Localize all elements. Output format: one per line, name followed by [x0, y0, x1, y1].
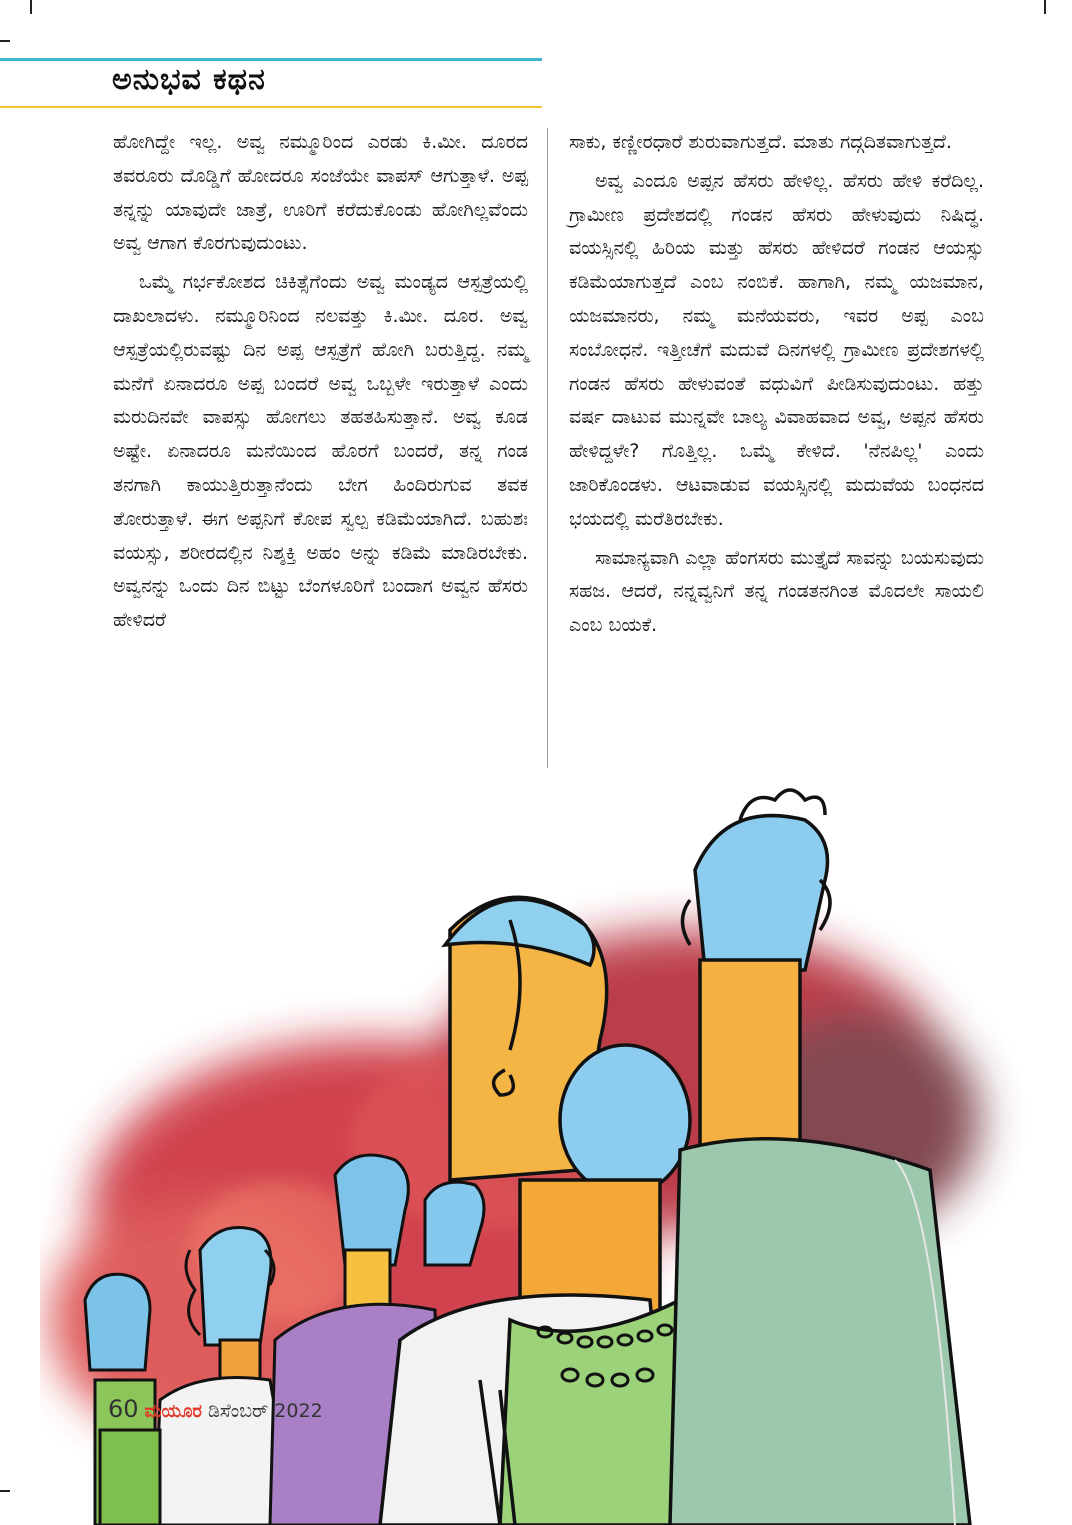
- paragraph: ಸಾಕು, ಕಣ್ಣೀರಧಾರೆ ಶುರುವಾಗುತ್ತದೆ. ಮಾತು ಗದ್ಗದಿತವಾಗುತ್ತದೆ.: [569, 131, 952, 153]
- crop-mark: [30, 0, 32, 14]
- page-number: 60: [108, 1395, 139, 1423]
- crop-mark: [0, 1490, 10, 1492]
- left-text-column: [113, 126, 528, 643]
- header-bottom-rule: [0, 106, 542, 108]
- crop-mark: [1044, 0, 1046, 14]
- column-divider: [547, 128, 548, 768]
- crop-mark: [0, 40, 10, 42]
- paragraph: ಅವ್ವ ಎಂದೂ ಅಪ್ಪನ ಹೆಸರು ಹೇಳಿಲ್ಲ. ಹೆಸರು ಹೇಳಿ ಕರೆದಿಲ್ಲ. ಗ್ರಾಮೀಣ ಪ್ರದೇಶದಲ್ಲಿ ಗಂಡನ ಹೆಸರು ಹೇಳುವುದು ನಿಷಿದ್ಧ. ವಯಸ್ಸಿನಲ್ಲಿ ಹಿರಿಯ ಮತ್ತು ಹೆಸರು ಹೇಳಿದರೆ ಗಂಡನ ಆಯಸ್ಸು ಕಡಿಮೆಯಾಗುತ್ತದೆ ಎಂಬ ನಂಬಿಕೆ. ಹಾಗಾಗಿ, ನಮ್ಮ ಯಜಮಾನ, ಯಜಮಾನರು, ನಮ್ಮ ಮನೆಯವರು, ಇವರ ಅಪ್ಪ ಎಂಬ ಸಂಬೋಧನೆ. ಇತ್ತೀಚೆಗೆ ಮದುವೆ ದಿನಗಳಲ್ಲಿ ಗ್ರಾಮೀಣ ಪ್ರದೇಶಗಳಲ್ಲಿ ಗಂಡನ ಹೆಸರು ಹೇಳುವಂತೆ ವಧುವಿಗೆ ಪೀಡಿಸುವುದುಂಟು. ಹತ್ತು ವರ್ಷ ದಾಟುವ ಮುನ್ನವೇ ಬಾಲ್ಯ ವಿವಾಹವಾದ ಅವ್ವ, ಅಪ್ಪನ ಹೆಸರು ಹೇಳಿದ್ದಳೇ? ಗೊತ್ತಿಲ್ಲ. ಒಮ್ಮೆ ಕೇಳಿದೆ. 'ನೆನಪಿಲ್ಲ' ಎಂದು ಜಾರಿಕೊಂಡಳು. ಆಟವಾಡುವ ವಯಸ್ಸಿನಲ್ಲಿ ಮದುವೆಯ ಬಂಧನದ ಭಯದಲ್ಲಿ ಮರೆತಿರಬೇಕು.: [569, 169, 984, 530]
- header-top-rule: [0, 58, 542, 61]
- paragraph: ಸಾಮಾನ್ಯವಾಗಿ ಎಲ್ಲಾ ಹೆಂಗಸರು ಮುತ್ತೈದೆ ಸಾವನ್ನು ಬಯಸುವುದು ಸಹಜ. ಆದರೆ, ನನ್ನವ್ವನಿಗೆ ತನ್ನ ಗಂಡತನಗಿಂತ ಮೊದಲೇ ಸಾಯಲಿ ಎಂಬ ಬಯಕೆ.: [569, 546, 984, 637]
- issue-date: ಡಿಸೆಂಬರ್ 2022: [207, 1400, 323, 1422]
- paragraph: ಒಮ್ಮೆ ಗರ್ಭಕೋಶದ ಚಿಕಿತ್ಸೆಗೆಂದು ಅವ್ವ ಮಂಡ್ಯದ ಆಸ್ಪತ್ರೆಯಲ್ಲಿ ದಾಖಲಾದಳು. ನಮ್ಮೂರಿನಿಂದ ನಲವತ್ತು ಕಿ.ಮೀ. ದೂರ. ಅವ್ವ ಆಸ್ಪತ್ರೆಯಲ್ಲಿರುವಷ್ಟು ದಿನ ಅಪ್ಪ ಆಸ್ಪತ್ರೆಗೆ ಹೋಗಿ ಬರುತ್ತಿದ್ದ. ನಮ್ಮ ಮನೆಗೆ ಏನಾದರೂ ಅಪ್ಪ ಬಂದರೆ ಅವ್ವ ಒಬ್ಬಳೇ ಇರುತ್ತಾಳೆ ಎಂದು ಮರುದಿನವೇ ವಾಪಸ್ಸು ಹೋಗಲು ತಹತಹಿಸುತ್ತಾನೆ. ಅವ್ವ ಕೂಡ ಅಷ್ಟೇ. ಏನಾದರೂ ಮನೆಯಿಂದ ಹೊರಗೆ ಬಂದರೆ, ತನ್ನ ಗಂಡ ತನಗಾಗಿ ಕಾಯುತ್ತಿರುತ್ತಾನೆಂದು ಬೇಗ ಹಿಂದಿರುಗುವ ತವಕ ತೋರುತ್ತಾಳೆ. ಈಗ ಅಪ್ಪನಿಗೆ ಕೋಪ ಸ್ವಲ್ಪ ಕಡಿಮೆಯಾಗಿದೆ. ಬಹುಶಃ ವಯಸ್ಸು, ಶರೀರದಲ್ಲಿನ ನಿಶ್ಶಕ್ತಿ ಅಹಂ ಅನ್ನು ಕಡಿಮೆ ಮಾಡಿರಬೇಕು. ಅವ್ವನನ್ನು ಒಂದು ದಿನ ಬಿಟ್ಟು ಬೆಂಗಳೂರಿಗೆ ಬಂದಾಗ ಅವ್ವನ ಹೆಸರು ಹೇಳಿದರೆ: [113, 271, 528, 632]
- section-title: ಅನುಭವ ಕಥನ: [112, 62, 266, 97]
- right-text-column: [569, 126, 984, 648]
- paragraph: ಹೋಗಿದ್ದೇ ಇಲ್ಲ. ಅವ್ವ ನಮ್ಮೂರಿಂದ ಎರಡು ಕಿ.ಮೀ. ದೂರದ ತವರೂರು ದೊಡ್ಡಿಗೆ ಹೋದರೂ ಸಂಜೆಯೇ ವಾಪಸ್ ಆಗುತ್ತಾಳೆ. ಅಪ್ಪ ತನ್ನನ್ನು ಯಾವುದೇ ಜಾತ್ರೆ, ಊರಿಗೆ ಕರೆದುಕೊಂಡು ಹೋಗಿಲ್ಲವೆಂದು ಅವ್ವ ಆಗಾಗ ಕೊರಗುವುದುಂಟು.: [113, 131, 528, 255]
- figure-bottom-green: [100, 1430, 160, 1525]
- page-footer: [108, 1395, 323, 1423]
- magazine-name: ಮಯೂರ: [144, 1401, 202, 1422]
